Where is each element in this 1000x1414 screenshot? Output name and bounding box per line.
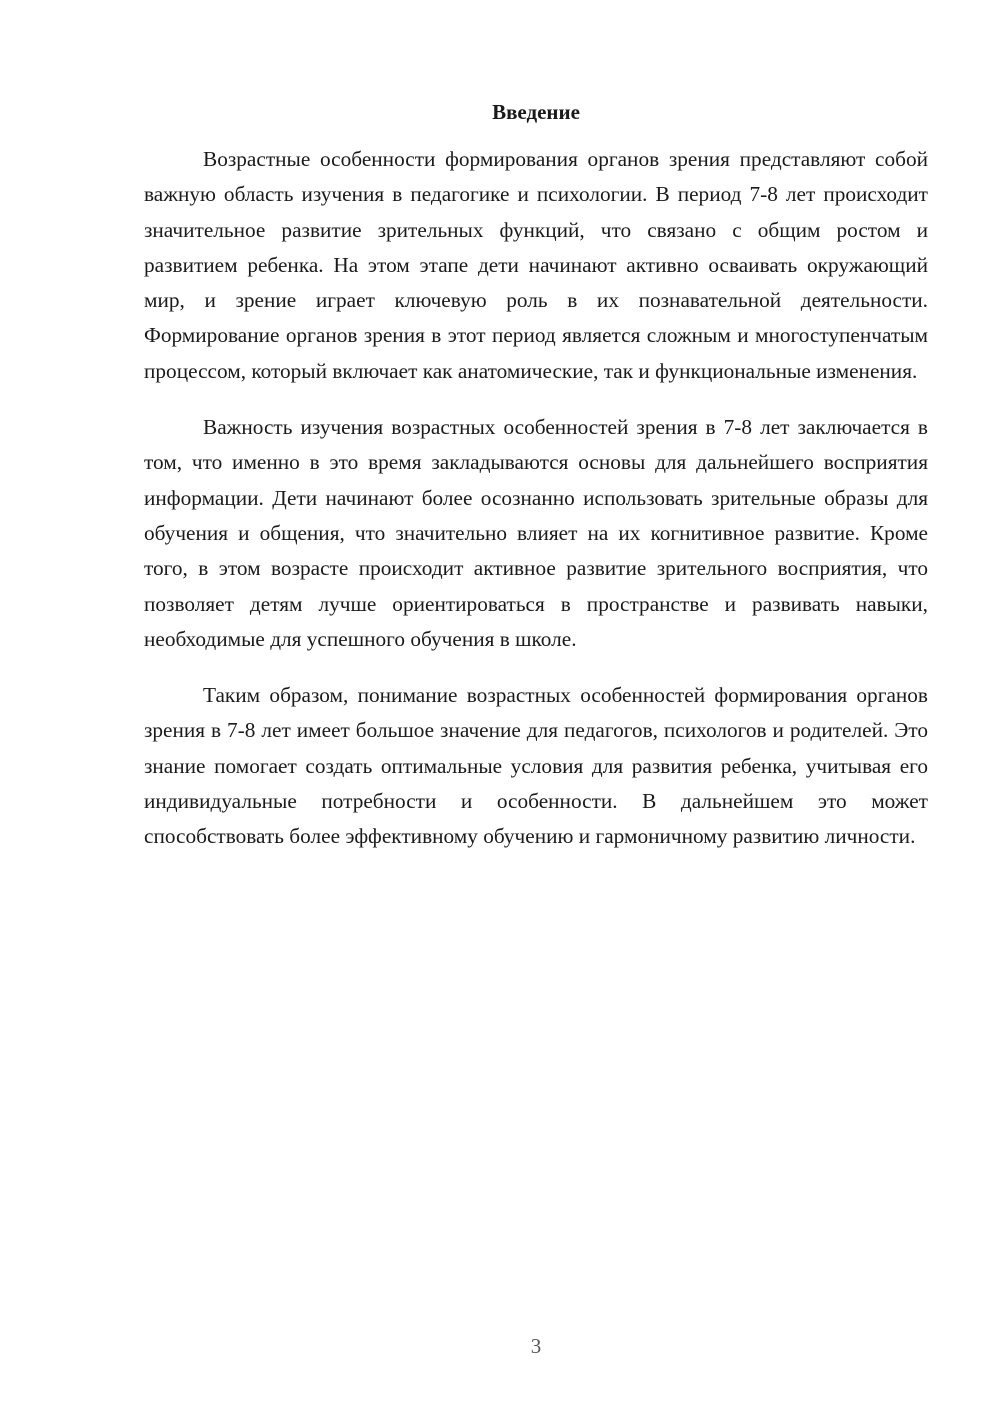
paragraph-2: Важность изучения возрастных особенностей зрения в 7-8 лет заключается в том, что именно в это время закладываются основы для дальнейшего восприятия информации. Дети начинают более осознанно использовать зрительные образы для обучения и общения, что значительно влияет на их когнитивное развитие. Кроме того, в этом возрасте происходит активное развитие зрительного восприятия, что позволяет детям лучше ориентироваться в пространстве и развивать навыки, необходимые для успешного обучения в школе. [144,415,928,651]
page-title: Введение [492,100,580,124]
paragraph-1: Возрастные особенности формирования органов зрения представляют собой важную область изучения в педагогике и психологии. В период 7-8 лет происходит значительное развитие зрительных функций, что связано с общим ростом и развитием ребенка. На этом этапе дети начинают активно осваивать окружающий мир, и зрение играет ключевую роль в их познавательной деятельности. Формирование органов зрения в этот период является сложным и многоступенчатым процессом, который включает как анатомические, так и функциональные изменения. [144,147,928,383]
document-body [144,142,928,876]
paragraph-3: Таким образом, понимание возрастных особенностей формирования органов зрения в 7-8 лет имеет большое значение для педагогов, психологов и родителей. Это знание помогает создать оптимальные условия для развития ребенка, учитывая его индивидуальные потребности и особенности. В дальнейшем это может способствовать более эффективному обучению и гармоничному развитию личности. [144,683,928,849]
page-number: 3 [530,1334,542,1358]
